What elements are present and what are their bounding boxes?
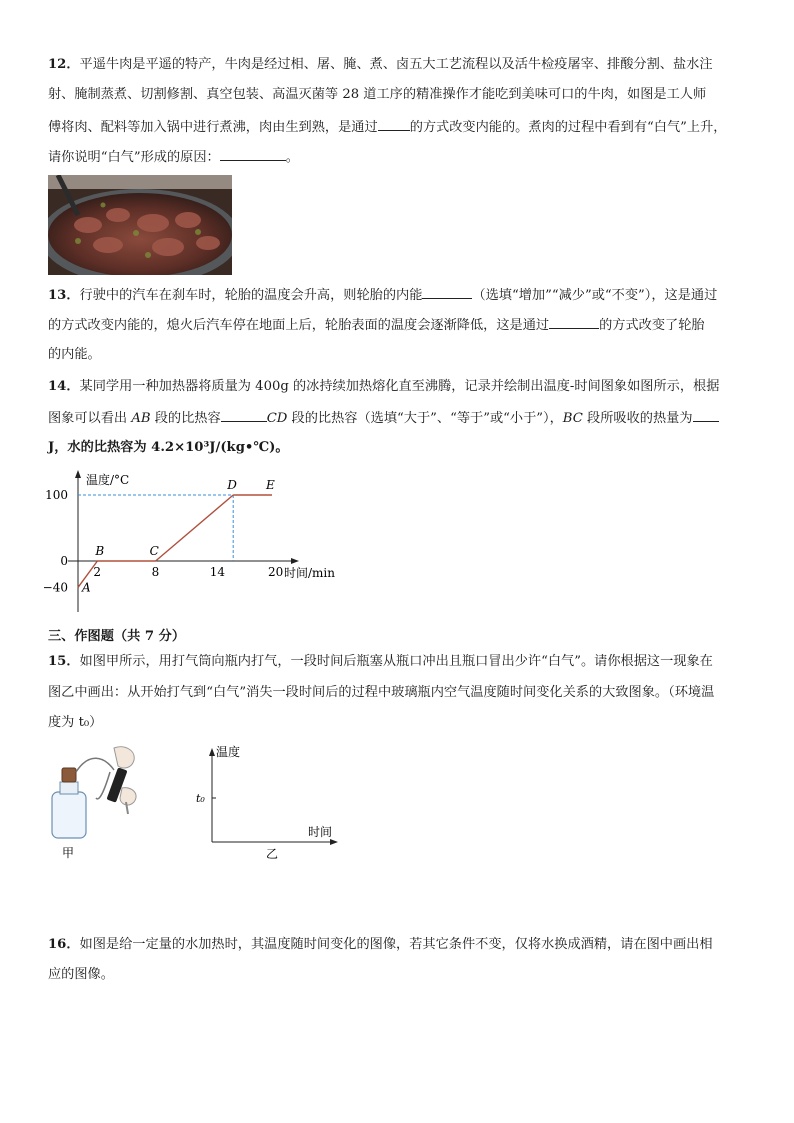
point-label-D: D xyxy=(227,478,237,492)
point-label-B: B xyxy=(95,544,105,558)
x-tick-8: 8 xyxy=(151,565,160,579)
x-tick-20: 20 xyxy=(268,565,284,579)
q12-line-4 xyxy=(48,146,299,168)
figure-jia-pump-bottle xyxy=(44,742,154,862)
q14-text-2c: 段的比热容（选填“大于”、“等于”或“小于”）， xyxy=(287,411,563,426)
q14-number: 14． xyxy=(48,379,80,394)
y-tick-1: 0 xyxy=(60,554,68,568)
q13-text-1b: （选填“增加”“减少”或“不变”），这是通过 xyxy=(472,288,718,303)
q13-line-3: 的内能。 xyxy=(48,347,101,362)
q14-cd: CD xyxy=(266,411,288,426)
point-label-A: A xyxy=(82,580,91,595)
y-axis-arrow xyxy=(75,470,81,478)
y-tick-0: 100 xyxy=(45,488,68,502)
yi-x-label: 时间 xyxy=(308,825,333,839)
x-axis-label: 时间/min xyxy=(284,566,335,580)
section-3-title: 三、作图题（共 7 分） xyxy=(48,629,186,644)
beef-pot-photo xyxy=(48,175,232,275)
q15-line-2: 图乙中画出：从开始打气到“白气”消失一段时间后的过程中玻璃瓶内空气温度随时间变化关系的大致图象。（环境温 xyxy=(48,685,715,700)
q15-line-1 xyxy=(48,652,713,672)
point-label-C: C xyxy=(149,544,159,558)
q16-line-1 xyxy=(48,935,713,955)
q14-line-1 xyxy=(48,377,719,397)
q12-blank-1[interactable] xyxy=(378,116,410,131)
q14-bc: BC xyxy=(562,411,583,426)
q13-text-2a: 的方式改变内能的，熄火后汽车停在地面上后，轮胎表面的温度会逐渐降低，这是通过 xyxy=(48,318,550,333)
q14-text-2a: 图象可以看出 xyxy=(48,411,132,426)
q14-line-2 xyxy=(48,407,719,429)
x-tick-2: 2 xyxy=(93,565,102,579)
series-segment-3 xyxy=(156,495,234,561)
q12-text-4b: 。 xyxy=(285,150,299,165)
point-label-E: E xyxy=(266,478,275,492)
q12-text-1: 平遥牛肉是平遥的特产，牛肉是经过相、屠、腌、煮、卤五大工艺流程以及活牛检疫屠宰、排酸分割、盐水注 xyxy=(79,57,713,72)
q15-text-1: 如图甲所示，用打气筒向瓶内打气，一段时间后瓶塞从瓶口冲出且瓶口冒出少许“白气”。请你根据这一现象在 xyxy=(79,654,713,669)
q13-text-2b: 的方式改变了轮胎 xyxy=(599,318,705,333)
q14-ab: AB xyxy=(131,411,151,426)
q14-blank-1[interactable] xyxy=(221,407,267,422)
yi-x-arrow xyxy=(330,839,338,845)
q12-line-1 xyxy=(48,55,713,75)
q13-text-1a: 行驶中的汽车在刹车时，轮胎的温度会升高，则轮胎的内能 xyxy=(79,288,423,303)
q16-text-1: 如图是给一定量的水加热时，其温度随时间变化的图像，若其它条件不变，仅将水换成酒精，请在图中画出相 xyxy=(79,937,713,952)
q14-text-1: 某同学用一种加热器将质量为 400g 的冰持续加热熔化直至沸腾，记录并绘制出温度-时间图象如图所示，根据 xyxy=(79,379,720,394)
q14-blank-2[interactable] xyxy=(693,407,719,422)
hand-icon xyxy=(114,747,134,768)
q12-line-2: 射、腌制蒸煮、切割修割、真空包装、高温灭菌等 28 道工序的精准操作才能吃到美味可口的牛肉，如图是工人师 xyxy=(48,87,707,102)
q13-blank-2[interactable] xyxy=(549,314,599,329)
q14-temperature-time-chart xyxy=(40,462,360,622)
stopper-icon xyxy=(62,768,76,782)
yi-y-label: 温度 xyxy=(216,745,241,759)
x-tick-14: 14 xyxy=(209,565,226,579)
q15-number: 15． xyxy=(48,654,80,669)
q12-text-4a: 请你说明“白气”形成的原因： xyxy=(48,150,220,165)
q13-blank-1[interactable] xyxy=(422,284,472,299)
q12-line-3 xyxy=(48,116,726,138)
q13-line-1 xyxy=(48,284,717,306)
yi-y-arrow xyxy=(209,748,215,756)
q14-line-3: J，水的比热容为 4.2×10³J/(kg•℃)。 xyxy=(48,440,289,455)
q14-text-2b: 段的比热容 xyxy=(150,411,221,426)
q16-number: 16． xyxy=(48,937,80,952)
y-tick-2: −40 xyxy=(42,580,68,595)
q12-blank-2[interactable] xyxy=(220,146,286,161)
yi-t0-label: t₀ xyxy=(196,792,205,805)
q12-text-3b: 的方式改变内能的。煮肉的过程中看到有“白气”上升， xyxy=(409,120,727,135)
figure-jia-caption: 甲 xyxy=(62,846,75,860)
x-axis-arrow xyxy=(291,558,299,564)
q14-text-2d: 段所吸收的热量为 xyxy=(582,411,693,426)
q16-line-2: 应的图像。 xyxy=(48,967,114,982)
figure-yi-caption: 乙 xyxy=(266,847,279,861)
q13-line-2 xyxy=(48,314,705,336)
q12-text-3a: 傅将肉、配料等加入锅中进行煮沸，肉由生到熟，是通过 xyxy=(48,120,378,135)
y-axis-label: 温度/°C xyxy=(86,473,130,487)
q15-line-3: 度为 t₀） xyxy=(48,715,103,730)
q12-number: 12． xyxy=(48,57,80,72)
figure-yi-axes xyxy=(190,742,350,862)
q13-number: 13． xyxy=(48,288,80,303)
